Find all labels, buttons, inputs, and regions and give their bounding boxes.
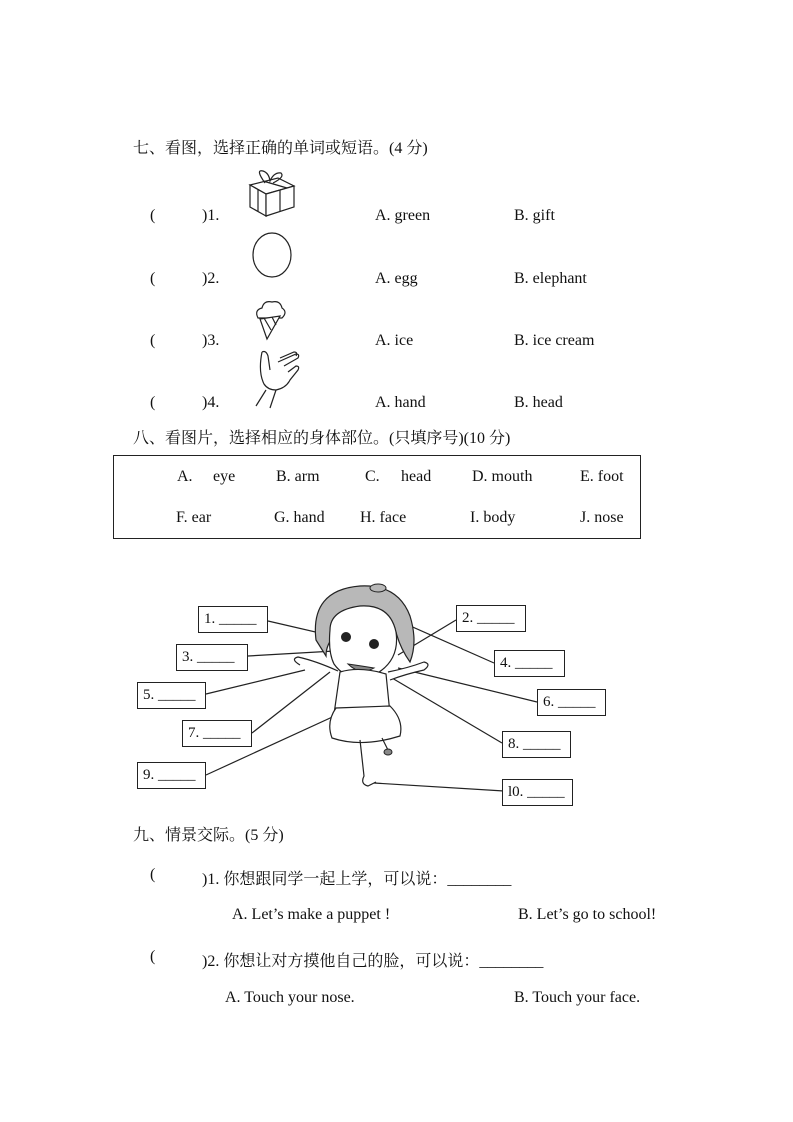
question-number: )4. bbox=[202, 394, 220, 411]
label-box-1[interactable]: 1. _____ bbox=[198, 606, 268, 633]
label-box-3[interactable]: 3. _____ bbox=[176, 644, 248, 671]
label-box-4[interactable]: 4. _____ bbox=[494, 650, 565, 677]
option-label: A. bbox=[177, 468, 193, 485]
question-text: )2. 你想让对方摸他自己的脸，可以说：________ bbox=[202, 953, 544, 970]
option-b: B. gift bbox=[514, 207, 555, 224]
answer-paren-open: ( bbox=[150, 332, 156, 349]
option-b: B. head bbox=[514, 394, 563, 411]
option-word: B. arm bbox=[276, 468, 320, 485]
label-box-5[interactable]: 5. _____ bbox=[137, 682, 206, 709]
option-b: B. Touch your face. bbox=[514, 989, 641, 1006]
label-box-7[interactable]: 7. _____ bbox=[182, 720, 252, 747]
option-a: A. green bbox=[375, 207, 431, 224]
label-box-9[interactable]: 9. _____ bbox=[137, 762, 206, 789]
question-number: )2. bbox=[202, 270, 220, 287]
answer-paren-open: ( bbox=[150, 948, 156, 965]
section9-heading: 九、情景交际。(5 分) bbox=[133, 827, 284, 844]
question-number: )3. bbox=[202, 332, 220, 349]
option-a: A. hand bbox=[375, 394, 426, 411]
option-b: B. Let’s go to school! bbox=[518, 906, 657, 923]
option-b: B. elephant bbox=[514, 270, 587, 287]
option-word: D. mouth bbox=[472, 468, 533, 485]
option-word: eye bbox=[213, 468, 236, 485]
option-a: A. Touch your nose. bbox=[225, 989, 355, 1006]
answer-paren-open: ( bbox=[150, 394, 156, 411]
answer-paren-open: ( bbox=[150, 866, 156, 883]
label-box-6[interactable]: 6. _____ bbox=[537, 689, 606, 716]
option-a: A. ice bbox=[375, 332, 414, 349]
option-b: B. ice cream bbox=[514, 332, 595, 349]
option-word: J. nose bbox=[580, 509, 624, 526]
label-box-2[interactable]: 2. _____ bbox=[456, 605, 526, 632]
option-word: head bbox=[401, 468, 432, 485]
label-box-8[interactable]: 8. _____ bbox=[502, 731, 571, 758]
option-word: H. face bbox=[360, 509, 407, 526]
option-label: C. bbox=[365, 468, 380, 485]
option-word: E. foot bbox=[580, 468, 624, 485]
option-word: I. body bbox=[470, 509, 516, 526]
label-box-10[interactable]: l0. _____ bbox=[502, 779, 573, 806]
option-a: A. Let’s make a puppet ! bbox=[232, 906, 391, 923]
section8-heading: 八、看图片，选择相应的身体部位。(只填序号)(10 分) bbox=[133, 430, 511, 447]
section7-heading: 七、看图，选择正确的单词或短语。(4 分) bbox=[133, 140, 428, 157]
answer-paren-open: ( bbox=[150, 270, 156, 287]
answer-paren-open: ( bbox=[150, 207, 156, 224]
option-word: G. hand bbox=[274, 509, 325, 526]
option-word: F. ear bbox=[176, 509, 212, 526]
question-text: )1. 你想跟同学一起上学，可以说：________ bbox=[202, 871, 512, 888]
question-number: )1. bbox=[202, 207, 220, 224]
option-a: A. egg bbox=[375, 270, 418, 287]
